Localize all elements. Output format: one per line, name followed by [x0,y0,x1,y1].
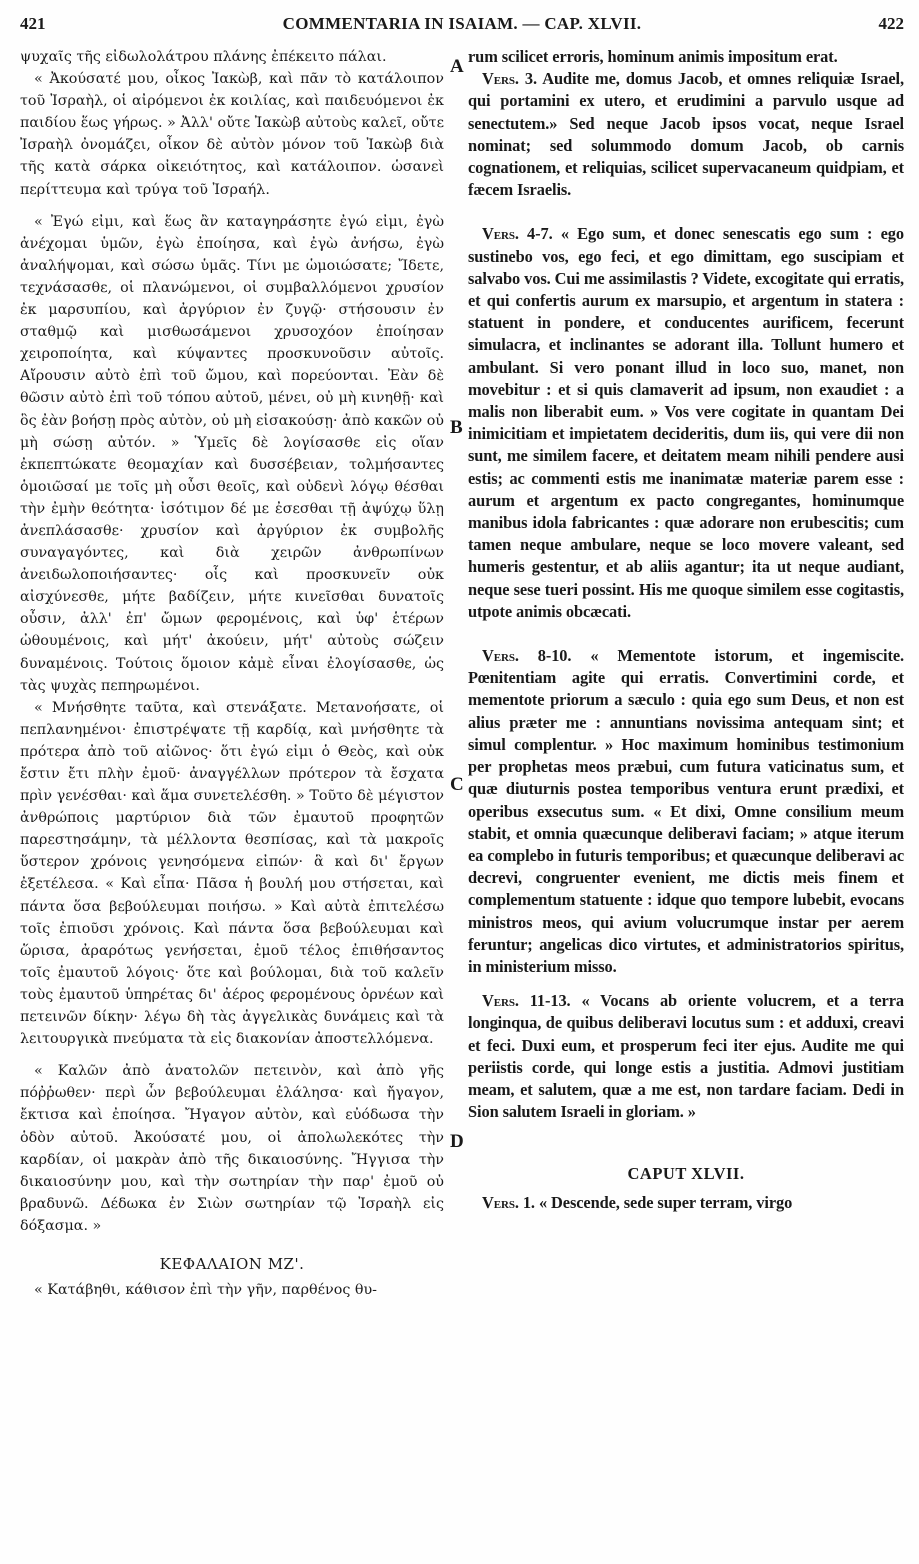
running-header [20,14,904,40]
latin-text: « Mementote istorum, et ingemiscite. Pœnitentiam agite qui erratis. Convertimini corde, et mementote priorum a sæculo : quia ego sum Deus, et non est alius præter me : annuntians novissima antequam sint; et simul complentur. » Hoc maximum hominibus testimonium per prophetas meos præbui, cum futura vaticinatus sum, et quæ diuturnis postea temporibus ventura erunt prædixi, et operibus exsecutus sum. « Et dixi, Omne consilium meum stabit, et omnia quæcunque deliberavi faciam; » atque iterum ea complebo in futuris temporibus; et quæcunque deliberavi ac decrevi, congruenter evenient, me dictis meis finem et complementum statuente : idque quo tempore lubebit, evocans ministros meos, qui avium volucrumque instar per aerem feruntur; angelicas dico virtutes, et administratorios spiritus, in ministerium misso. [468,646,904,976]
greek-paragraph-5: « Καλῶν ἀπὸ ἀνατολῶν πετεινὸν, καὶ ἀπὸ γῆς πόῤῥωθεν· περὶ ὧν βεβούλευμαι ἐλάλησα· καὶ ἤγαγον, ἔκτισα καὶ ἐποίησα. Ἤγαγον αὐτὸν, καὶ εὐόδωσα τὴν ὁδὸν αὐτοῦ. Ἀκούσατέ μου, οἱ ἀπολωλεκότες τὴν καρδίαν, οἱ μακρὰν ἀπὸ τῆς δικαιοσύνης. Ἤγγισα τὴν δικαιοσύνην μου, καὶ τὴν σωτηρίαν τὴν παρ' ἐμοῦ οὐ βραδυνῶ. Δέδωκα ἐν Σιὼν σωτηρίαν τῷ Ἰσραὴλ εἰς δόξασμα. » [20,1063,444,1234]
latin-text: « Vocans ab oriente volucrem, et a terra longinqua, de quibus deliberavi locutus sum : et adduxi, creavi et feci. Duxi eum, et prosperum feci iter ejus. Audite me qui periistis corde, qui longe estis a justitia. Admovi justitiam meam, et salutem, quæ a me est, non tardare faciam. Dedi in Sion salutem Israeli in gloriam. » [468,991,904,1122]
verse-label: Vers. 1. [482,1192,535,1212]
greek-paragraph-2: « Ἀκούσατέ μου, οἶκος Ἰακὼβ, καὶ πᾶν τὸ κατάλοιπον τοῦ Ἰσραὴλ, οἱ αἰρόμενοι ἐκ κοιλίας, καὶ παιδευόμενοι ἐκ παιδίου ἕως γήρως. » Ἀλλ' οὔτε Ἰακὼβ αὐτοὺς καλεῖ, οὔτε Ἰσραὴλ ὀνομάζει, οἶκον δὲ αὐτὸν μόνον τοῦ Ἰακὼβ διὰ τῆς κατὰ σάρκα οἰκειότητος, καὶ κατάλοιπον. ὡσανεὶ περίττευμα καὶ τρύγα τοῦ Ἰσραήλ. [20,71,444,198]
greek-paragraph-6: « Κατάβηθι, κάθισον ἐπὶ τὴν γῆν, παρθένος θυ- [34,1282,377,1299]
latin-paragraph-6 [468,1192,904,1214]
verse-label: Vers. 8-10. [482,646,572,666]
latin-paragraph-2 [468,68,904,201]
latin-text: « Descende, sede super terram, virgo [538,1192,793,1212]
margin-marker-c: C [450,774,464,795]
latin-paragraph-5 [468,990,904,1123]
margin-marker-b: B [450,417,463,438]
margin-marker-d: D [450,1131,464,1152]
latin-paragraph-3 [468,223,904,623]
verse-label: Vers. 4-7. [482,224,553,244]
page-number-right: 422 [878,14,904,33]
page-number-left: 421 [20,14,46,33]
greek-paragraph-4: « Μνήσθητε ταῦτα, καὶ στενάξατε. Μετανοήσατε, οἱ πεπλανημένοι· ἐπιστρέψατε τῇ καρδίᾳ, καὶ μνήσθητε τὰ πρότερα ἀπὸ τοῦ αἰῶνος· ὅτι ἐγώ εἰμι ὁ Θεὸς, καὶ οὐκ ἔστιν ἔτι πλὴν ἐμοῦ· ἀναγγέλλων πρότερον τὰ ἔσχατα πρὶν γενέσθαι· καὶ ἅμα συνετελέσθη. » Τοῦτο δὲ μέγιστον ἀνθρώποις μαρτύριον διὰ τῶν ἐμαυτοῦ προφητῶν παρεστησάμην, τὰ μέλλοντα θεσπίσας, καὶ τὰ μακροῖς ὕστερον χρόνοις γενησόμενα εἰπών· ἃ καὶ δι' ἔργων ἐξετέλεσα. « Καὶ εἶπα· Πᾶσα ἡ βουλή μου στήσεται, καὶ πάντα ὅσα βεβούλευμαι ποιήσω. » Καὶ αὐτὰ ἐπιτελέσω τοῖς ἐπιοῦσι χρόνοις. Καὶ πάντα ὅσα βεβούλευμαι καὶ ὥρισα, ἀραρότως γενήσεται, ἐμοῦ τέλος ἐπιθήσαντος τοῖς ἐμαυτοῦ λόγοις· ὅτε καὶ βούλομαι, διὰ τοῦ καλεῖν τοὺς ἐμαυτοῦ ὑπηρέτας δι' ἀέρος φερομένους ὀρνέων καὶ πετεινῶν δίκην· λέγω δὴ τὰς ἀγγελικὰς δυνάμεις καὶ τὰ λειτουργικὰ πνεύματα τὰ εἰς διακονίαν ἀποστελλόμενα. [20,699,444,1048]
latin-text: « Ego sum, et donec senescatis ego sum : ego sustinebo vos, ego feci, et ego dimittam, ego suscipiam et salvabo vos. Cui me assimilastis ? Videte, excogitate qui erratis, et qui confertis aurum ex marsupio, et argentum in statera : statuent in pondere, et conducentes aurificem, fecerunt simulacra, et inclinantes se adorant illa. Tollunt humero et ambulant. Si vero ponant illud in loco suo, manet, non movebitur : et si quis clamaverit ad ipsum, non exaudiet : a malis non liberabit eum. » Vos vere cogitate in quantam Dei inimicitiam et impietatem decideritis, dum iis, qui vere dii non sunt, me similem facere, et deitatem meam nihili pendere ausi estis; ac commenti estis me inanimatæ materiæ parem esse : aurum et argentum ex pacto congregantes, hominumque manibus idola fabricantes : quæ adorare non erubescitis; cum tamen neque ambulare, neque se loco movere valeant, sed humeris gestentur, et ab aliis agantur; ita ut neque audiant, neque sese tueri possint. His me quoque similem esse cogitastis, utpote animis obcæcati. [468,224,904,621]
verse-label: Vers. 11-13. [482,991,571,1011]
greek-column [20,46,444,1546]
latin-paragraph-4 [468,645,904,978]
latin-chapter-heading: CAPUT XLVII. [627,1164,745,1184]
latin-text: Audite me, domus Jacob, et omnes reliquiæ Israel, qui portamini ex utero, et erudimini a parvulo usque ad senectutem.» Sed neque Jacob ipsos vocat, neque Israel nominat; sed solummodo domum Jacob, ob carnis cognationem, et reliquias, scilicet supervacaneum quidpiam, et fæcem Israelis. [468,69,904,200]
greek-paragraph-3: « Ἐγώ εἰμι, καὶ ἕως ἂν καταγηράσητε ἐγώ εἰμι, ἐγὼ ἀνέχομαι ὑμῶν, ἐγὼ ἐποίησα, καὶ ἐγὼ ἀνήσω, ἐγὼ ἀναλήψομαι, καὶ σώσω ὑμᾶς. Τίνι με ὡμοιώσατε; Ἴδετε, τεχνάσασθε, οἱ πλανώμενοι, οἱ συμβαλλόμενοι χρυσίον ἐκ μαρσυπίου, καὶ ἀργύριον ἐν ζυγῷ· στήσουσιν ἐν σταθμῷ καὶ μισθωσάμενοι χρυσοχόον ἐποίησαν χειροποίητα, καὶ κύψαντες προσκυνοῦσιν αὐτοῖς. Αἴρουσιν αὐτὸ ἐπὶ τοῦ ὤμου, καὶ πορεύονται. Ἐὰν δὲ θῶσιν αὐτὸ ἐπὶ τοῦ τόπου αὐτοῦ, μένει, οὐ μὴ κινηθῇ· καὶ ὃς ἐὰν βοήσῃ πρὸς αὐτὸν, οὐ μὴ εἰσακούσῃ· ἀπὸ κακῶν οὐ μὴ σώσῃ αὐτόν. » Ὑμεῖς δὲ λογίσασθε εἰς οἵαν ἐκπεπτώκατε θεομαχίαν καὶ δυσσέβειαν, τολμήσαντες ὁμοιῶσαί με τοῖς μὴ οὖσι θεοῖς, καὶ οὐδενὶ λόγῳ θέσθαι τὴν ἐμὴν θεότητα· ἰσότιμον δέ με ἐσεσθαι τῇ ἀψύχῳ ὕλῃ ἀνεπλάσασθε· χρυσίον καὶ ἀργύριον ἐκ συμβολῆς συναγαγόντες, καὶ διὰ χειρῶν ἀνθρωπίνων ἀνειδωλοποιήσαντες· οἷς καὶ προσκυνεῖν οὐκ αἰσχύνεσθε, μήτε βαδίζειν, μήτε κινεῖσθαι δυνατοῖς οὖσιν, ἀλλ' ἐπ' ὤμων φερομένοις, καὶ ὑφ' ἑτέρων ὠθουμένοις, καὶ μήτ' ἀκούειν, μήτ' αὐτοὺς σώζειν δυναμένοις. Τούτοις ὅμοιον κἀμὲ εἶναι ἐλογίσασθε, ὡς τὰς ψυχὰς πεπηρωμένοι. [20,213,444,694]
verse-label: Vers. 3. [482,69,538,89]
running-title: COMMENTARIA IN ISAIAM. — CAP. XLVII. [282,14,642,33]
greek-chapter-heading: ΚΕΦΑΛΑΙΟΝ ΜΖ'. [159,1254,305,1273]
latin-column [468,46,904,1546]
margin-marker-a: A [450,56,464,77]
latin-paragraph-1: rum scilicet erroris, hominum animis impositum erat. [468,47,838,66]
greek-paragraph-1: ψυχαῖς τῆς εἰδωλολάτρου πλάνης ἐπέκειτο πάλαι. [20,49,387,65]
